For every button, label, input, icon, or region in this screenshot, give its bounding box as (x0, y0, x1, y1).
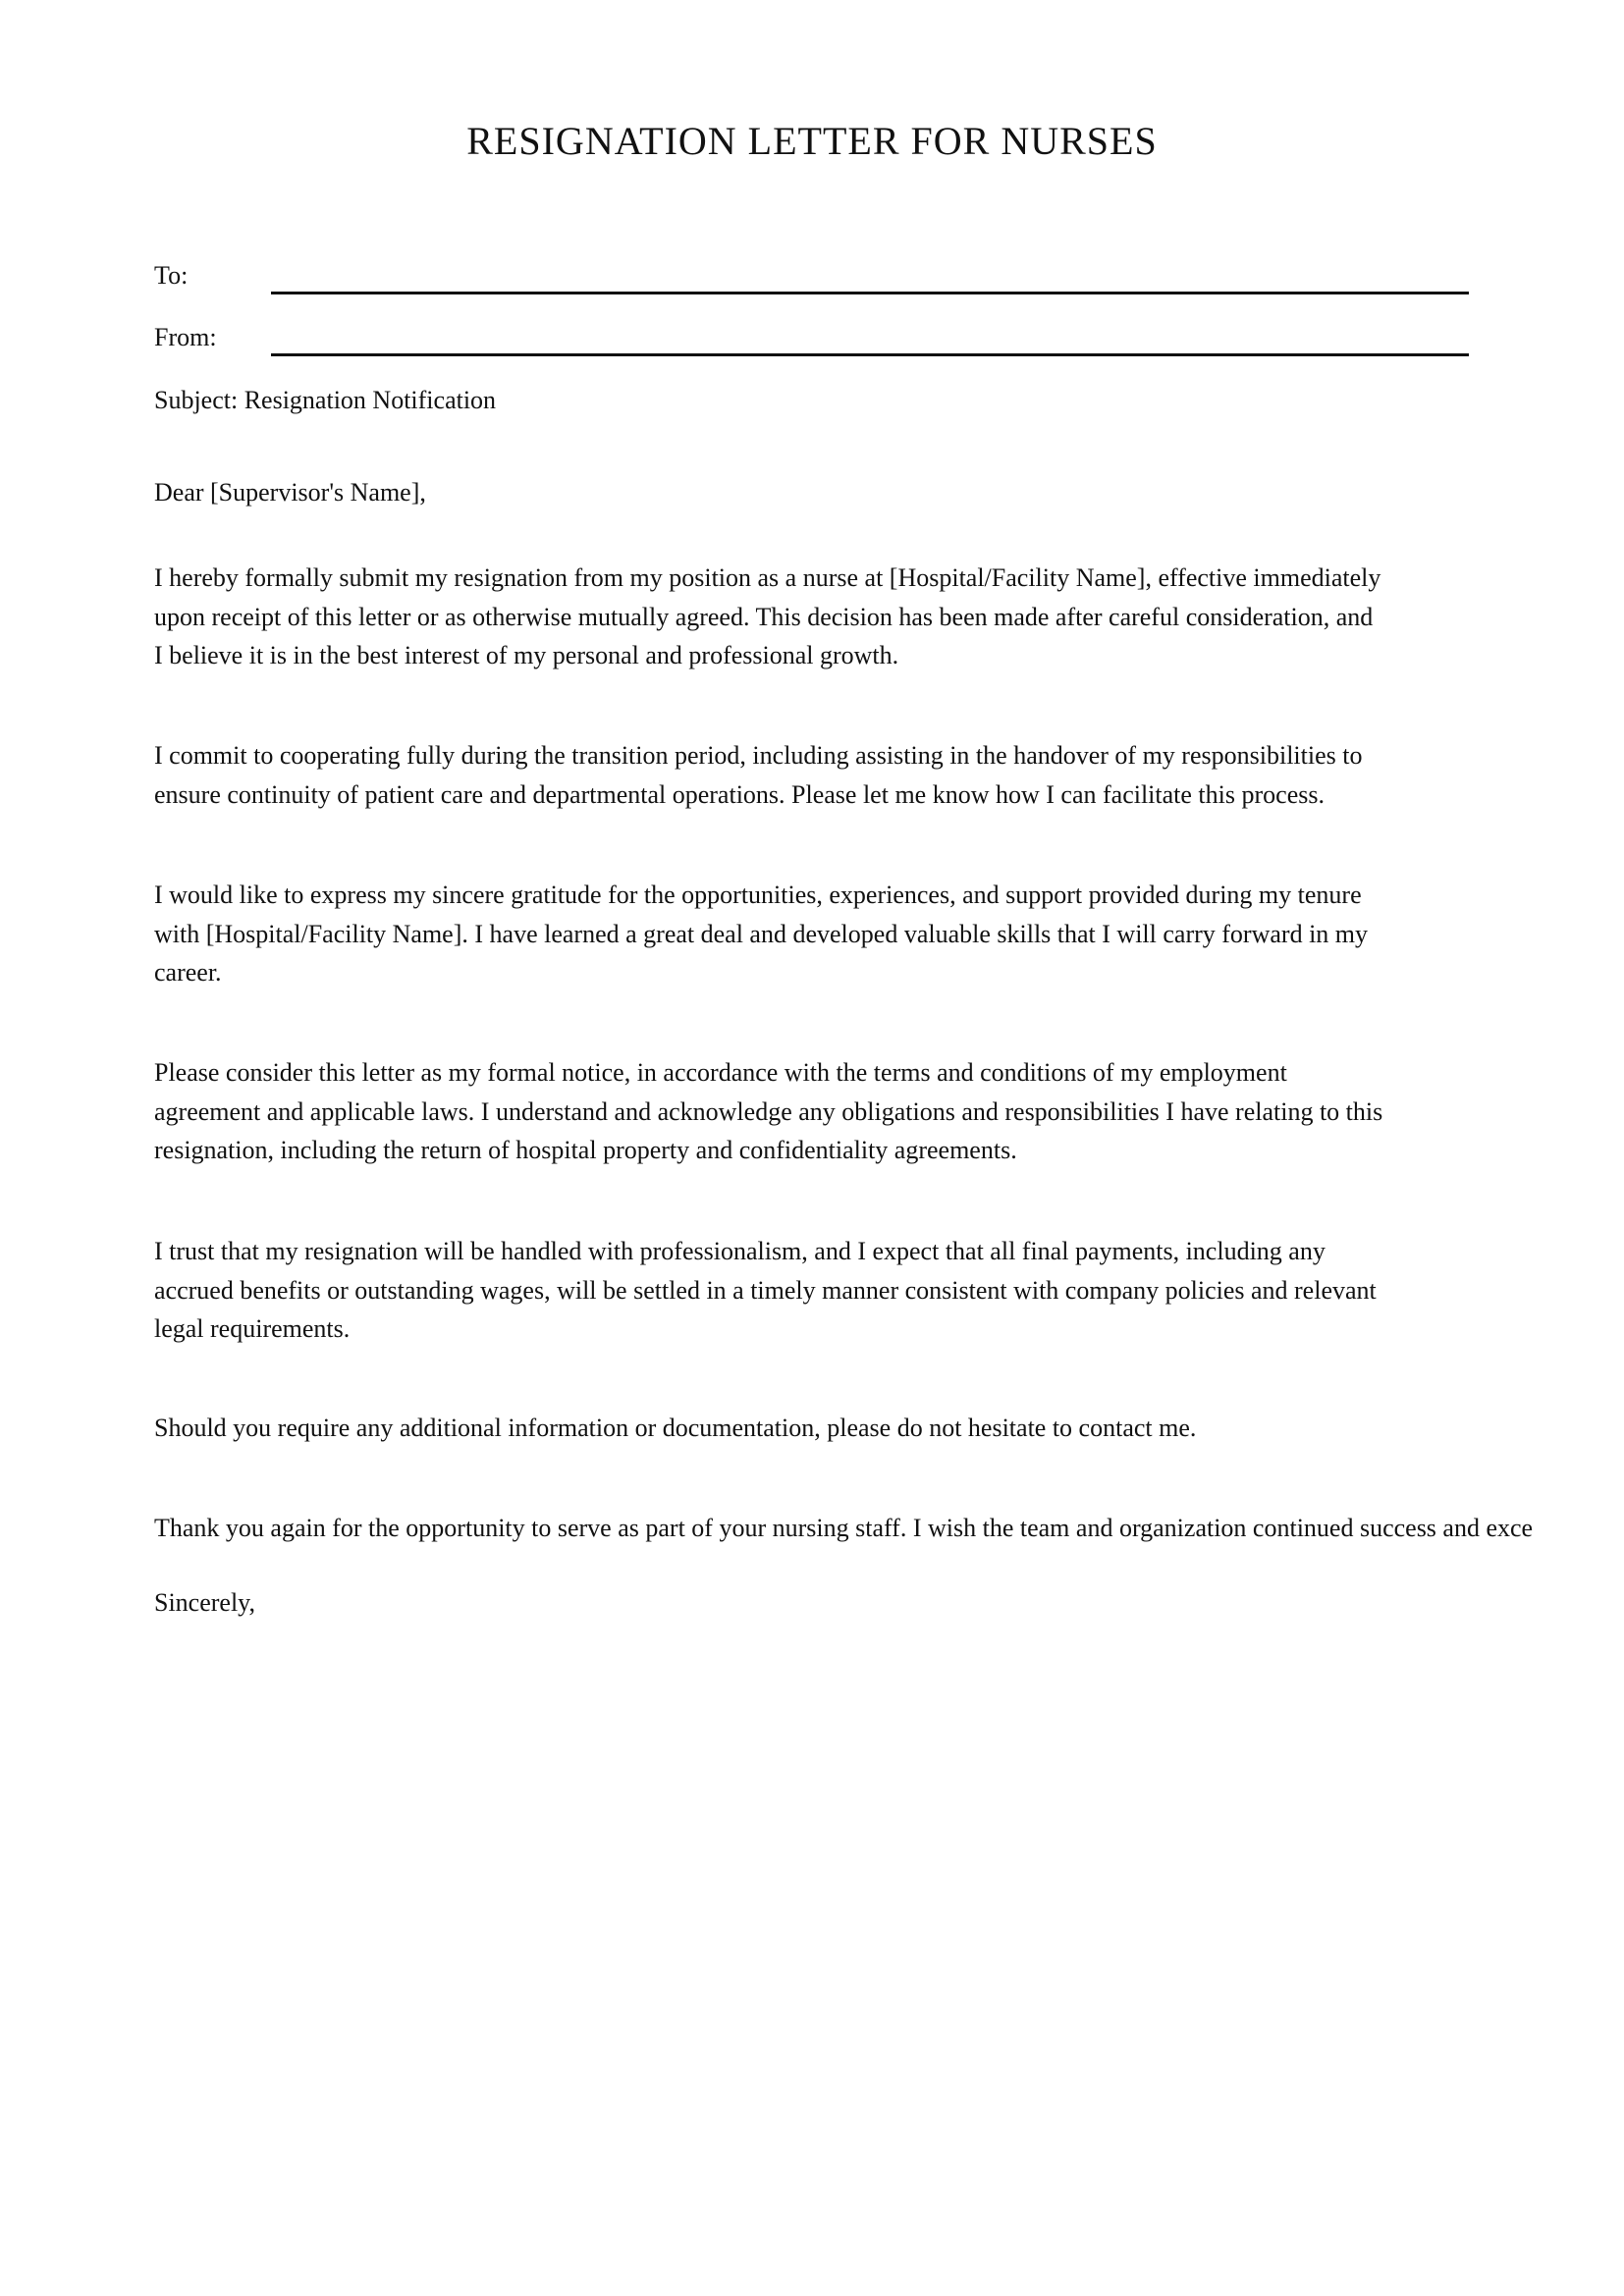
document-title: RESIGNATION LETTER FOR NURSES (466, 119, 1158, 163)
to-label: To: (154, 261, 189, 290)
from-field-line[interactable] (271, 353, 1469, 356)
paragraph-line: agreement and applicable laws. I understand and acknowledge any obligations and responsibilities I have relating to this (154, 1096, 1383, 1126)
paragraph-line: I would like to express my sincere gratitude for the opportunities, experiences, and support provided during my tenure (154, 881, 1362, 909)
paragraph-line: legal requirements. (154, 1314, 351, 1343)
salutation: Dear [Supervisor's Name], (154, 478, 426, 507)
paragraph-line: ensure continuity of patient care and departmental operations. Please let me know how I can facilitate this process. (154, 779, 1325, 809)
paragraph-formal-notice (154, 1053, 1472, 1170)
paragraph-final-payments (154, 1232, 1472, 1349)
paragraph-line: accrued benefits or outstanding wages, will be settled in a timely manner consistent with company policies and relevant (154, 1275, 1377, 1305)
paragraph-gratitude (154, 876, 1472, 992)
subject-line: Subject: Resignation Notification (154, 386, 497, 414)
paragraph-transition (154, 736, 1472, 814)
paragraph-line: I believe it is in the best interest of my personal and professional growth. (154, 641, 899, 669)
paragraph-line: upon receipt of this letter or as otherwise mutually agreed. This decision has been made after careful consideration, and (154, 602, 1374, 631)
paragraph-line: I commit to cooperating fully during the transition period, including assisting in the handover of my responsibilities to (154, 741, 1363, 770)
paragraph-line: I hereby formally submit my resignation from my position as a nurse at [Hospital/Facility Name], effective immediately (154, 563, 1381, 592)
contact-line: Should you require any additional information or documentation, please do not hesitate to contact me. (154, 1414, 1197, 1442)
paragraph-line: Please consider this letter as my formal notice, in accordance with the terms and conditions of my employment (154, 1058, 1287, 1087)
paragraph-line: with [Hospital/Facility Name]. I have learned a great deal and developed valuable skills that I will carry forward in my (154, 919, 1369, 948)
paragraph-line: career. (154, 958, 222, 987)
closing: Sincerely, (154, 1588, 255, 1617)
from-label: From: (154, 323, 217, 351)
paragraph-line: resignation, including the return of hospital property and confidentiality agreements. (154, 1136, 1017, 1164)
to-field-line[interactable] (271, 292, 1469, 294)
paragraph-line: I trust that my resignation will be handled with professionalism, and I expect that all final payments, including any (154, 1237, 1326, 1265)
paragraph-resignation (154, 559, 1472, 675)
thanks-line: Thank you again for the opportunity to serve as part of your nursing staff. I wish the team and organization continued success and exce (154, 1514, 1534, 1542)
